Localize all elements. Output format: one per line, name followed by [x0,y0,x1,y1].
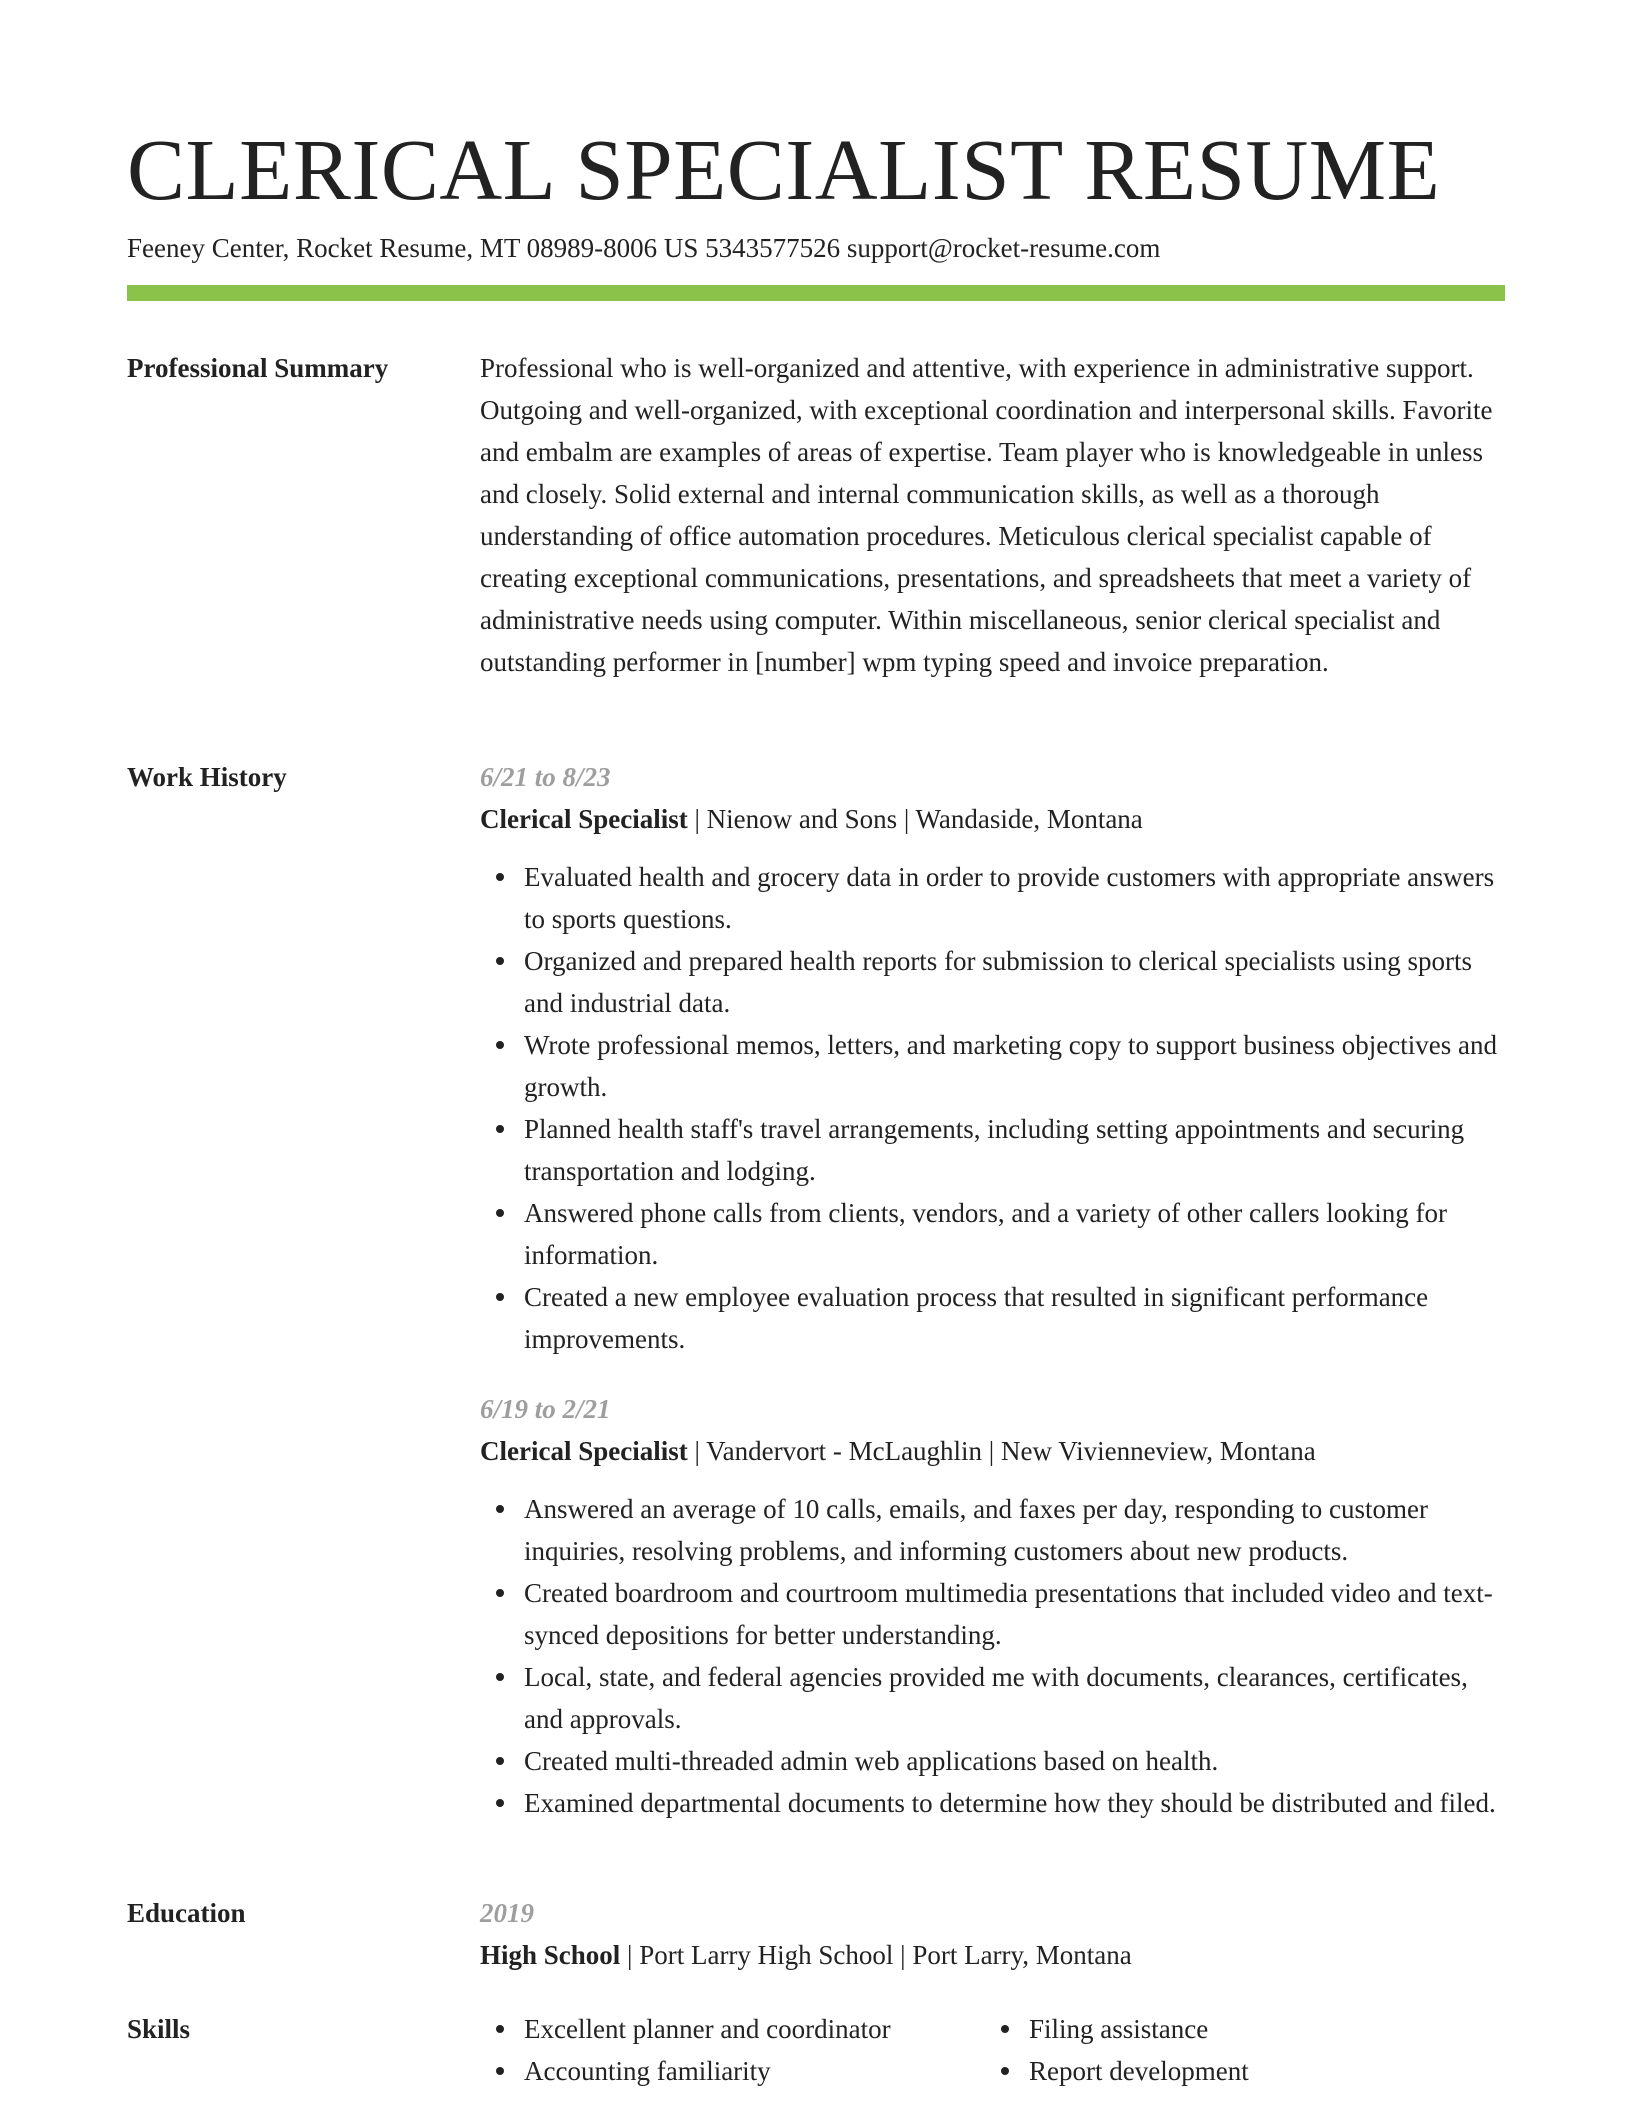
job-dates: 6/19 to 2/21 [480,1394,611,1424]
job-bullet: Created multi-threaded admin web applications based on health. [524,1740,1505,1782]
skills-columns [480,2008,1505,2098]
skills-list-left [524,2008,891,2092]
work-history-section [127,756,1505,1866]
resume-title: CLERICAL SPECIALIST RESUME [127,121,1441,218]
job-bullet: Created a new employee evaluation process that resulted in significant performance improvements. [524,1276,1505,1360]
job-dates: 6/21 to 8/23 [480,762,611,792]
job-title: Clerical Specialist [480,1436,688,1466]
skills-section [127,2008,1505,2098]
job-bullet: Examined departmental documents to determine how they should be distributed and filed. [524,1782,1505,1824]
education-heading: Education [127,1898,246,1928]
work-history-body [480,756,1505,1824]
summary-heading: Professional Summary [127,353,389,383]
job-details: | Nienow and Sons | Wandaside, Montana [687,804,1143,834]
accent-divider [127,285,1505,301]
education-degree: High School [480,1940,621,1970]
skill-item: Accounting familiarity [524,2050,891,2092]
work-history-heading: Work History [127,762,287,792]
job-bullet: Answered phone calls from clients, vendors, and a variety of other callers looking for information. [524,1192,1505,1276]
job-entry [480,756,1505,1360]
education-details: | Port Larry High School | Port Larry, Montana [620,1940,1132,1970]
job-bullet-list [480,1488,1505,1824]
job-bullet: Planned health staff's travel arrangements, including setting appointments and securing transportation and lodging. [524,1108,1505,1192]
job-bullet-list [480,856,1505,1360]
education-line [480,1934,1505,1976]
skills-list-right [1029,2008,1249,2092]
contact-line: Feeney Center, Rocket Resume, MT 08989-8006 US 5343577526 support@rocket-resume.com [127,233,1161,263]
skill-item: Report development [1029,2050,1249,2092]
skill-item: Filing assistance [1029,2008,1249,2050]
job-role-line [480,798,1505,840]
job-role-line [480,1430,1505,1472]
job-bullet: Local, state, and federal agencies provided me with documents, clearances, certificates, and approvals. [524,1656,1505,1740]
job-bullet: Answered an average of 10 calls, emails, and faxes per day, responding to customer inquiries, resolving problems, and informing customers about new products. [524,1488,1505,1572]
summary-text: Professional who is well-organized and attentive, with experience in administrative support. Outgoing and well-organized, with exceptional coordination and interpersonal skills. Favorite and embalm are examples of areas of expertise. Team player who is knowledgeable in unless and closely. Solid external and internal communication skills, as well as a thorough understanding of office automation procedures. Meticulous clerical specialist capable of creating exceptional communications, presentations, and spreadsheets that meet a variety of administrative needs using computer. Within miscellaneous, senior clerical specialist and outstanding performer in [number] wpm typing speed and invoice preparation. [480,353,1493,677]
job-bullet: Created boardroom and courtroom multimedia presentations that included video and text-synced depositions for better understanding. [524,1572,1505,1656]
job-title: Clerical Specialist [480,804,688,834]
job-bullet: Wrote professional memos, letters, and marketing copy to support business objectives and growth. [524,1024,1505,1108]
job-entry [480,1388,1505,1824]
education-body [480,1892,1505,1976]
education-section [127,1892,1505,1982]
education-year: 2019 [480,1898,534,1928]
skills-heading: Skills [127,2014,191,2044]
summary-body [480,347,1505,683]
job-bullet: Evaluated health and grocery data in order to provide customers with appropriate answers to sports questions. [524,856,1505,940]
skill-item: Excellent planner and coordinator [524,2008,891,2050]
summary-section [127,347,1505,737]
skills-body [480,2008,1505,2098]
job-bullet: Organized and prepared health reports for submission to clerical specialists using sports and industrial data. [524,940,1505,1024]
job-details: | Vandervort - McLaughlin | New Vivienneview, Montana [687,1436,1316,1466]
